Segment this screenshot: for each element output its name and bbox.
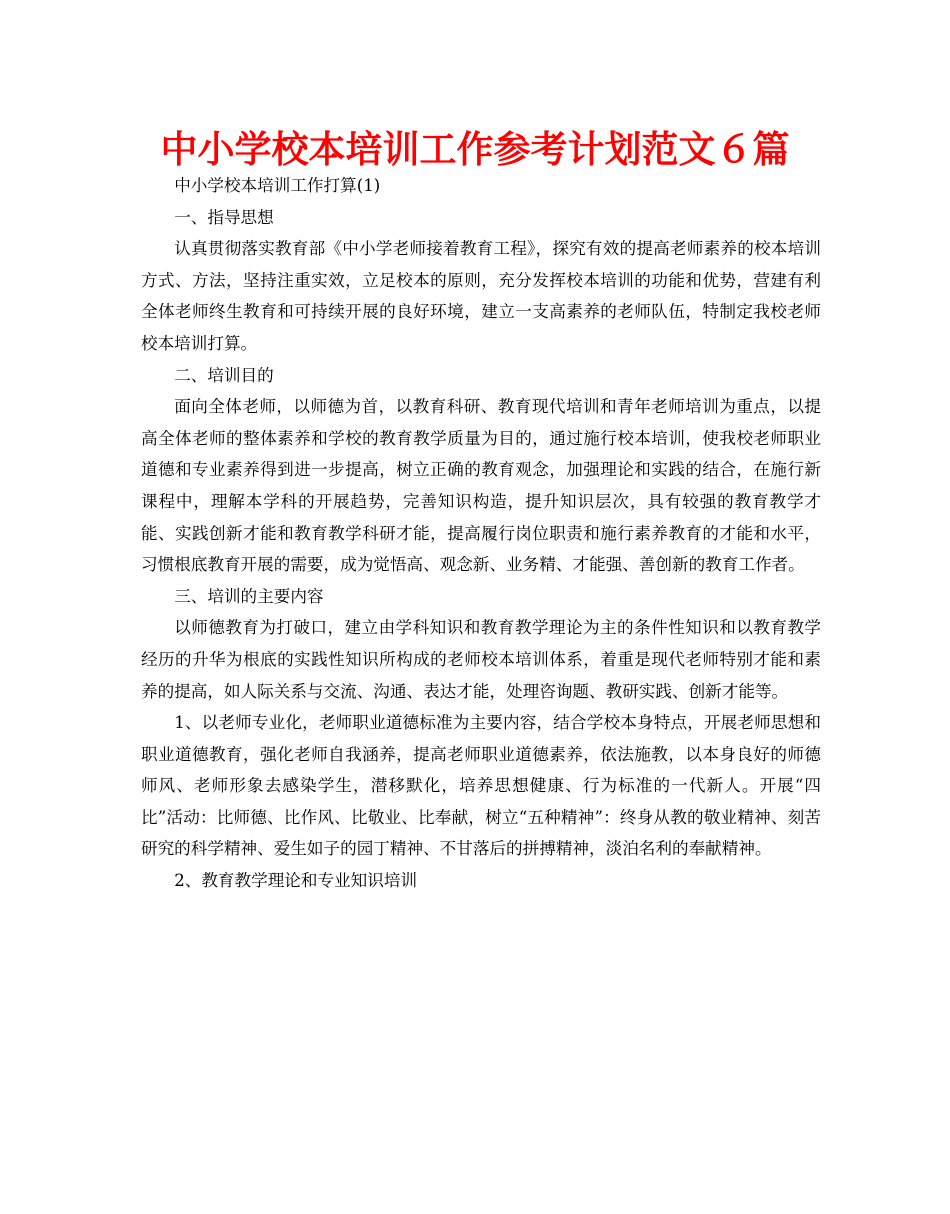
body-paragraph: 1、以老师专业化，老师职业道德标准为主要内容，结合学校本身特点，开展老师思想和职业道德教育，强化老师自我涵养，提高老师职业道德素养，依法施教，以本身良好的师德师风、老师形象去感染学生，潜移默化，培养思想健康、行为标准的一代新人。开展“四比”活动：比师德、比作风、比敬业、比奉献，树立“五种精神”：终身从教的敬业精神、刻苦研究的科学精神、爱生如子的园丁精神、不甘落后的拼搏精神，淡泊名利的奉献精神。 — [141, 713, 821, 859]
document-body — [141, 170, 821, 897]
document-title: 中小学校本培训工作参考计划范文６篇 — [160, 128, 790, 171]
section-heading: 中小学校本培训工作打算(1) — [174, 176, 381, 195]
subsection-heading: 三、培训的主要内容 — [174, 586, 324, 606]
subsection-heading: 二、培训目的 — [174, 365, 274, 385]
body-paragraph: 以师德教育为打破口，建立由学科知识和教育教学理论为主的条件性知识和以教育教学经历的升华为根底的实践性知识所构成的老师校本培训体系，着重是现代老师特别才能和素养的提高，如人际关系与交流、沟通、表达才能，处理咨询题、教研实践、创新才能等。 — [141, 618, 821, 701]
subsection-heading: 一、指导思想 — [174, 207, 274, 227]
body-paragraph: 认真贯彻落实教育部《中小学老师接着教育工程》，探究有效的提高老师素养的校本培训方式、方法，坚持注重实效，立足校本的原则，充分发挥校本培训的功能和优势，营建有利全体老师终生教育和可持续开展的良好环境，建立一支高素养的老师队伍，特制定我校老师校本培训打算。 — [141, 239, 821, 353]
subsection-heading: 2、教育教学理论和专业知识培训 — [174, 871, 418, 891]
body-paragraph: 面向全体老师，以师德为首，以教育科研、教育现代培训和青年老师培训为重点，以提高全体老师的整体素养和学校的教育教学质量为目的，通过施行校本培训，使我校老师职业道德和专业素养得到进一步提高，树立正确的教育观念，加强理论和实践的结合，在施行新课程中，理解本学科的开展趋势，完善知识构造，提升知识层次，具有较强的教育教学才能、实践创新才能和教育教学科研才能，提高履行岗位职责和施行素养教育的才能和水平，习惯根底教育开展的需要，成为觉悟高、观念新、业务精、才能强、善创新的教育工作者。 — [141, 397, 821, 575]
